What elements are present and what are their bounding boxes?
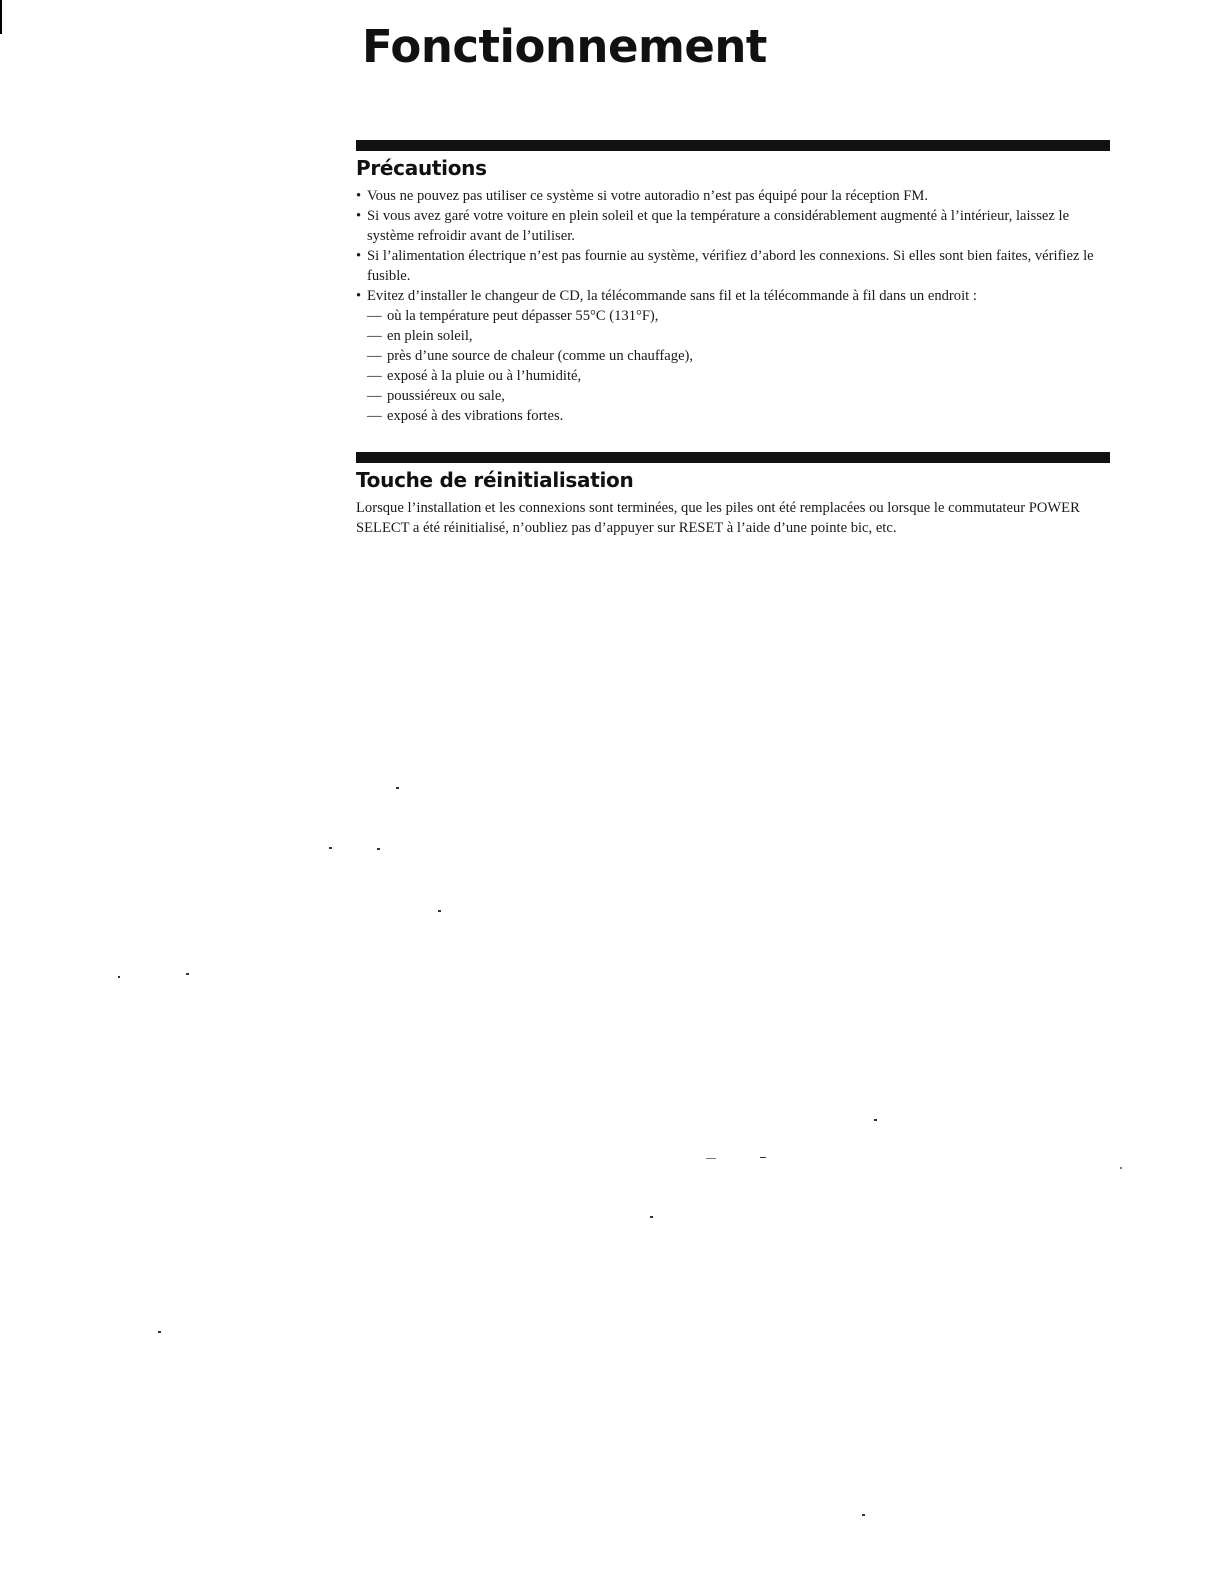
scan-speck (377, 848, 380, 850)
scan-speck (862, 1514, 865, 1516)
sublist-item (367, 406, 1110, 426)
scan-speck (1120, 1167, 1122, 1169)
precautions-list (356, 186, 1110, 426)
scan-speck (158, 1331, 161, 1333)
scan-speck (186, 973, 189, 975)
dash-icon: — (367, 368, 382, 384)
sublist-item-text: près d’une source de chaleur (comme un chauffage), (387, 348, 694, 364)
list-item (356, 206, 1110, 246)
list-item (356, 286, 1110, 426)
bullet-icon: • (356, 288, 362, 304)
scan-speck (706, 1158, 716, 1159)
sublist-item (367, 386, 1110, 406)
reset-heading: Touche de réinitialisation (356, 468, 634, 492)
sublist-item (367, 346, 1110, 366)
sublist-item-text: poussiéreux ou sale, (387, 388, 505, 404)
scan-speck (650, 1216, 653, 1218)
section-rule (356, 140, 1110, 151)
precautions-section (356, 140, 1110, 426)
page-title: Fonctionnement (362, 20, 767, 73)
location-sublist (367, 306, 1110, 426)
sublist-item (367, 326, 1110, 346)
bullet-icon: • (356, 208, 362, 224)
list-item (356, 246, 1110, 286)
scan-speck (396, 787, 399, 789)
scan-speck (118, 976, 120, 978)
dash-icon: — (367, 308, 382, 324)
scan-speck (874, 1119, 877, 1121)
dash-icon: — (367, 388, 382, 404)
bullet-icon: • (356, 248, 362, 264)
dash-icon: — (367, 408, 382, 424)
sublist-item (367, 366, 1110, 386)
scan-speck (760, 1157, 766, 1158)
list-item-text: Vous ne pouvez pas utiliser ce système si votre autoradio n’est pas équipé pour la réception FM. (367, 188, 929, 204)
sublist-item-text: exposé à la pluie ou à l’humidité, (387, 368, 582, 384)
page-edge-mark (0, 0, 2, 34)
list-item (356, 186, 1110, 206)
dash-icon: — (367, 328, 382, 344)
precautions-heading: Précautions (356, 156, 487, 180)
section-rule (356, 452, 1110, 463)
reset-section (356, 452, 1110, 538)
scan-speck (438, 910, 441, 912)
scan-speck (329, 847, 332, 849)
dash-icon: — (367, 348, 382, 364)
sublist-item-text: en plein soleil, (387, 328, 473, 344)
list-item-text: Evitez d’installer le changeur de CD, la télécommande sans fil et la télécommande à fil dans un endroit : (367, 288, 977, 304)
sublist-item-text: exposé à des vibrations fortes. (387, 408, 564, 424)
list-item-text: Si l’alimentation électrique n’est pas fournie au système, vérifiez d’abord les connexions. Si elles sont bien faites, vérifiez le fusible. (367, 248, 1094, 284)
bullet-icon: • (356, 188, 362, 204)
sublist-item-text: où la température peut dépasser 55°C (131°F), (387, 308, 659, 324)
sublist-item (367, 306, 1110, 326)
reset-paragraph: Lorsque l’installation et les connexions sont terminées, que les piles ont été remplacées ou lorsque le commutateur POWER SELECT a été réinitialisé, n’oubliez pas d’appuyer sur RESET à l’aide d’une pointe bic, etc. (356, 500, 1080, 536)
list-item-text: Si vous avez garé votre voiture en plein soleil et que la température a considérablement augmenté à l’intérieur, laissez le système refroidir avant de l’utiliser. (367, 208, 1070, 244)
